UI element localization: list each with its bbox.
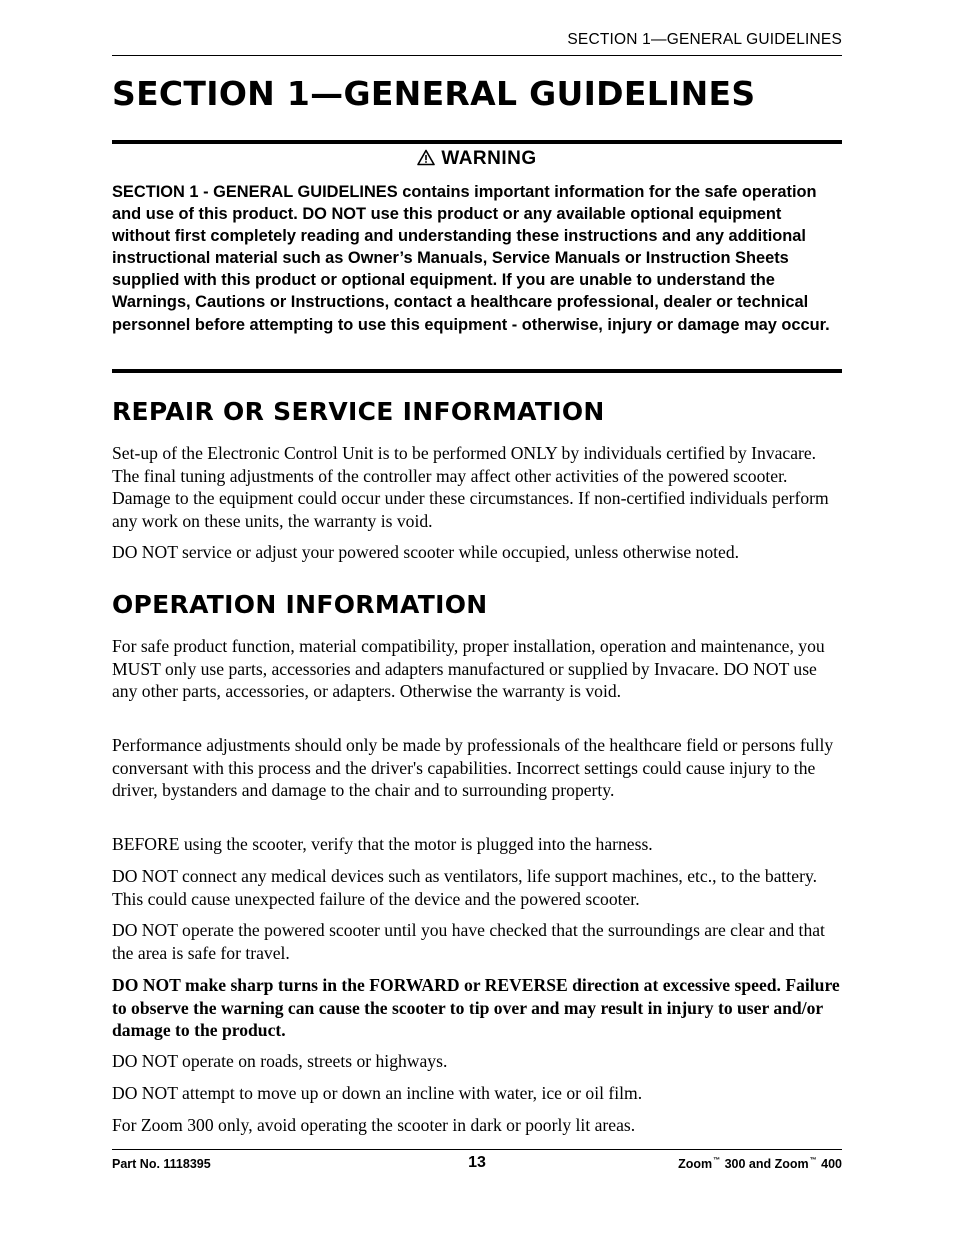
operation-warning-paragraph: DO NOT make sharp turns in the FORWARD or REVERSE direction at excessive speed. Failure to observe the warning can cause the scooter to tip over and may result in injury to user and/or damage to the product.	[112, 975, 840, 1041]
operation-paragraph: DO NOT operate the powered scooter until you have checked that the surroundings are clear and that the area is safe for travel.	[112, 920, 825, 963]
warning-triangle-icon	[417, 149, 435, 172]
header-rule	[112, 55, 842, 56]
warning-body-part-2: use this product or any available optional equipment without first completely reading and understanding these instructions and any additional instructional material such as Owner’s Manuals, Service Manuals or Instruction Sheets supplied with this product or optional equipment. If you are unable to understand the Warnings, Cautions or Instructions, contact a healthcare professional, dealer or technical personnel before attempting to use this equipment - otherwise, injury or damage may occur.	[112, 205, 830, 334]
operation-paragraph: DO NOT operate on roads, streets or highways.	[112, 1051, 448, 1071]
page-number: 13	[468, 1154, 486, 1171]
warning-body-part-1: contains important information for the safe operation and use of this product.	[112, 183, 817, 224]
trademark-symbol: ™	[713, 1157, 721, 1164]
warning-bottom-rule	[112, 369, 842, 373]
page-footer	[112, 1155, 842, 1177]
section-title: SECTION 1—GENERAL GUIDELINES	[112, 74, 756, 113]
warning-heading	[112, 148, 842, 172]
repair-paragraph: DO NOT service or adjust your powered scooter while occupied, unless otherwise noted.	[112, 542, 740, 562]
repair-paragraph: Set-up of the Electronic Control Unit is to be performed ONLY by individuals certified by Invacare. The final tuning adjustments of the controller may affect other activities of the powered scooter. Damage to the equipment could occur under these circumstances. If non-certified individuals perform any work on these units, the warranty is void.	[112, 443, 829, 531]
footer-rule	[112, 1149, 842, 1150]
operation-paragraph: DO NOT attempt to move up or down an incline with water, ice or oil film.	[112, 1083, 643, 1103]
warning-do-not: DO NOT	[302, 205, 367, 224]
operation-paragraph: BEFORE using the scooter, verify that the motor is plugged into the harness.	[112, 834, 653, 854]
operation-paragraph: For safe product function, material compatibility, proper installation, operation and maintenance, you MUST only use parts, accessories and adapters manufactured or supplied by Invacare. DO NOT use any other parts, accessories, or adapters. Otherwise the warranty is void.	[112, 636, 825, 702]
operation-heading: OPERATION INFORMATION	[112, 590, 488, 619]
product-name: Zoom™ 300 and Zoom™ 400	[678, 1157, 842, 1171]
warning-title: WARNING	[441, 148, 537, 169]
trademark-symbol: ™	[809, 1157, 817, 1164]
warning-text	[112, 181, 842, 336]
running-header: SECTION 1—GENERAL GUIDELINES	[567, 31, 842, 48]
repair-heading: REPAIR OR SERVICE INFORMATION	[112, 397, 605, 426]
operation-paragraph: DO NOT connect any medical devices such as ventilators, life support machines, etc., to the battery. This could cause unexpected failure of the device and the powered scooter.	[112, 866, 817, 909]
warning-lead: SECTION 1 - GENERAL GUIDELINES	[112, 183, 398, 201]
operation-paragraph: Performance adjustments should only be made by professionals of the healthcare field or persons fully conversant with this process and the driver's capabilities. Incorrect settings could cause injury to the driver, bystanders and damage to the chair and to surrounding property.	[112, 735, 834, 801]
warning-top-rule	[112, 140, 842, 144]
part-number: Part No. 1118395	[112, 1157, 211, 1171]
operation-paragraph: For Zoom 300 only, avoid operating the scooter in dark or poorly lit areas.	[112, 1115, 636, 1135]
